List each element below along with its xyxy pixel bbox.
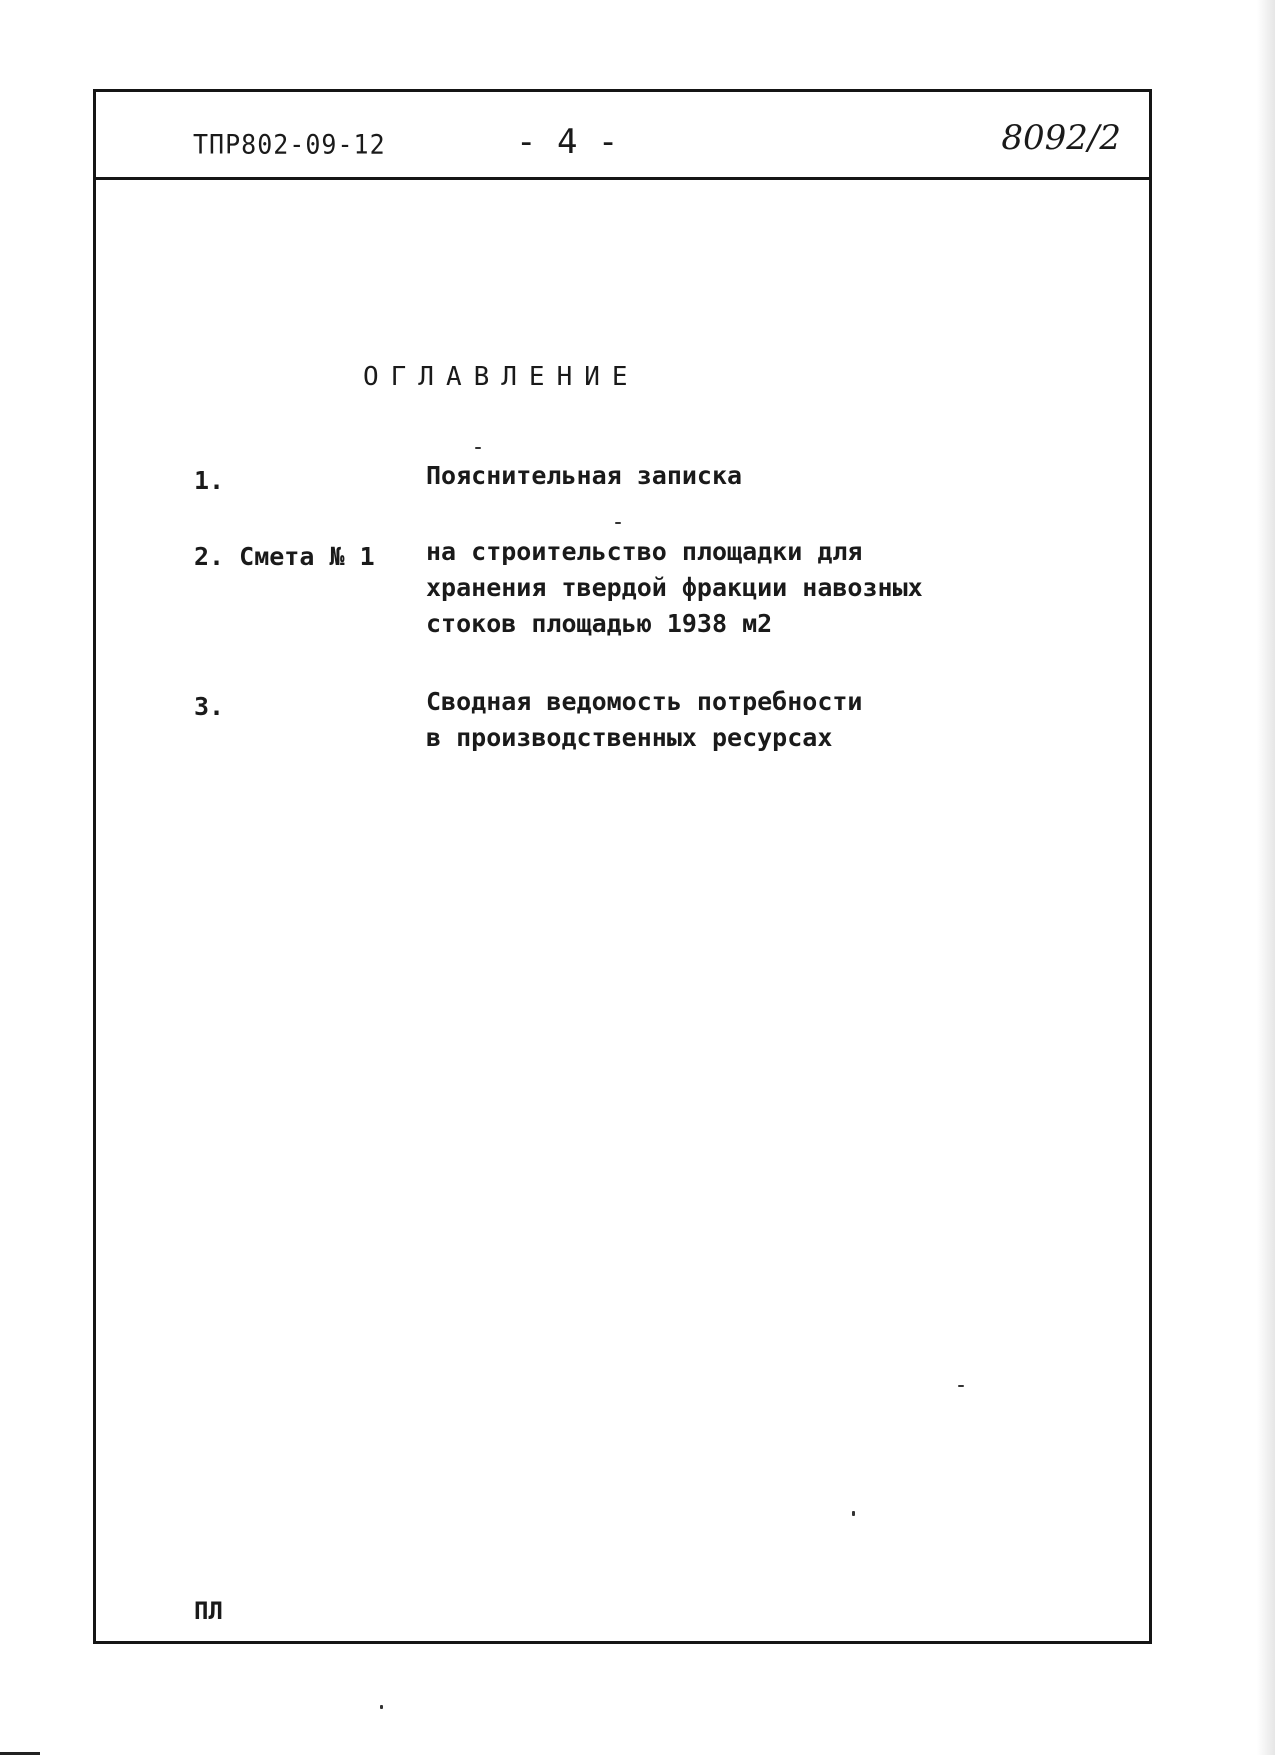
scan-speck: [852, 1511, 855, 1516]
document-title: ОГЛАВЛЕНИЕ: [363, 362, 640, 392]
toc-item-3-line-2: в производственных ресурсах: [426, 723, 833, 752]
toc-item-1-text: [426, 458, 946, 494]
toc-item-2-line-1: на строительство площадки для: [426, 537, 863, 566]
toc-item-3-line-1: Сводная ведомость потребности: [426, 687, 863, 716]
toc-item-1-line-1: Пояснительная записка: [426, 461, 743, 490]
toc-item-1-number: 1.: [194, 466, 225, 495]
toc-item-2-line-3: стоков площадью 1938 м2: [426, 609, 773, 638]
toc-item-2-number: 2. Смета № 1: [194, 542, 375, 571]
header-divider: [96, 177, 1149, 180]
toc-item-2-text: [426, 534, 946, 642]
scan-speck: [615, 522, 621, 524]
page-frame: [93, 89, 1152, 1644]
toc-item-2-line-2: хранения твердой фракции навозных: [426, 573, 923, 602]
toc-item-3-text: [426, 684, 946, 756]
footer-stamp: ПЛ: [194, 1597, 223, 1625]
page-number: - 4 -: [516, 122, 619, 162]
document-code: ТПР802-09-12: [193, 129, 386, 160]
scan-speck: [380, 1705, 383, 1709]
sheet-number: 8092/2: [1001, 118, 1121, 158]
scan-edge-shadow: [1257, 0, 1275, 1755]
scan-speck: [958, 1385, 964, 1387]
toc-item-3-number: 3.: [194, 692, 225, 721]
scan-speck: [475, 447, 481, 449]
